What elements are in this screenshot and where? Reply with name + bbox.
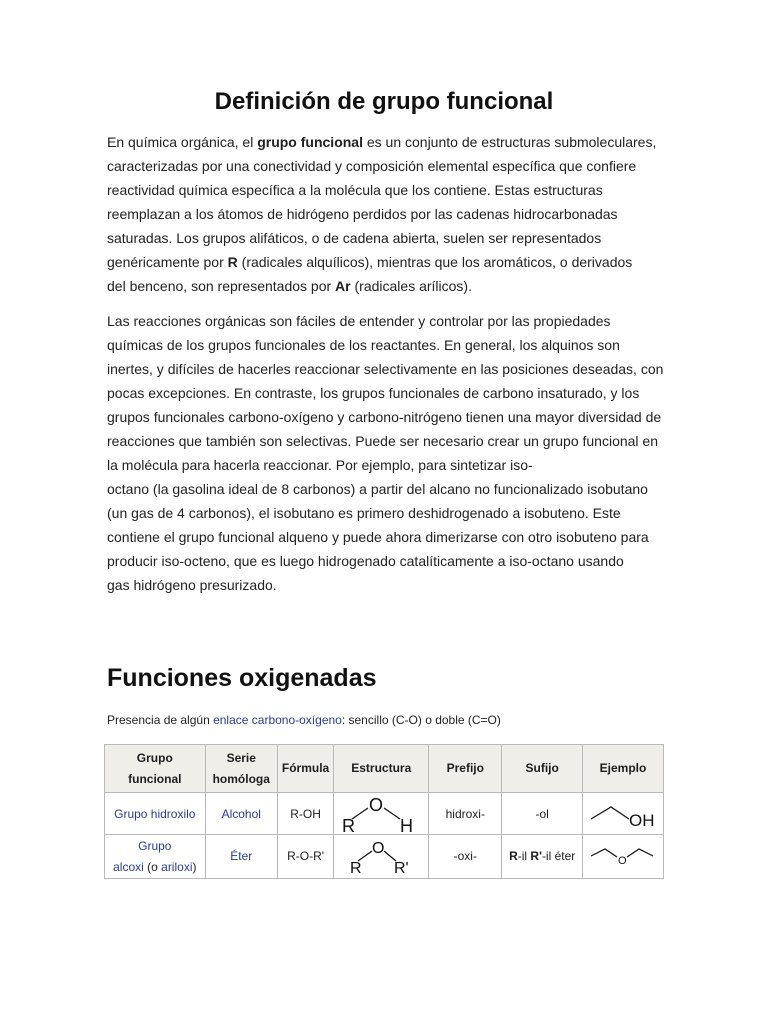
header-ejemplo: Ejemplo bbox=[582, 745, 663, 793]
paragraph-line: octano (la gasolina ideal de 8 carbonos) a partir del alcano no funcionalizado isobutano bbox=[107, 481, 648, 497]
text-span: (radicales arílicos). bbox=[350, 278, 472, 294]
struct-o-label: O bbox=[369, 794, 384, 815]
ethanol-skeletal-diagram bbox=[587, 797, 659, 831]
text-span: del benceno, son representados por bbox=[107, 278, 336, 294]
text-span: Presencia de algún bbox=[107, 713, 214, 727]
bold-term: R' bbox=[530, 849, 542, 863]
paragraph-line: pocas excepciones. En contraste, los grupos funcionales de carbono insaturado, y los bbox=[107, 385, 640, 401]
paragraph-line: inertes, y difíciles de hacerles reaccionar selectivamente en las posiciones deseadas, con bbox=[107, 361, 664, 377]
paragraph-line: grupos funcionales carbono-oxígeno y carbono-nitrógeno tienen una mayor diversidad de bbox=[107, 409, 662, 425]
paragraph-line: químicas de los grupos funcionales de los reactantes. En general, los alquinos son bbox=[107, 337, 620, 353]
page-title: Definición de grupo funcional bbox=[214, 88, 554, 115]
example-oh-label: OH bbox=[628, 810, 655, 830]
cell-estructura bbox=[334, 793, 429, 835]
link-grupo-hidroxilo[interactable]: Grupo hidroxilo bbox=[114, 806, 196, 821]
link-eter[interactable]: Éter bbox=[230, 849, 253, 863]
cell-ejemplo bbox=[582, 835, 663, 879]
link-alcoxi[interactable]: alcoxi bbox=[113, 859, 144, 874]
bold-term: R bbox=[227, 254, 238, 270]
paragraph-line bbox=[107, 250, 667, 274]
cell-formula: R-O-R' bbox=[277, 835, 333, 879]
bold-term: Ar bbox=[335, 278, 351, 294]
cell-sufijo: -ol bbox=[502, 793, 583, 835]
paragraph-line: reactividad química específica a la molécula que los contiene. Estas estructuras bbox=[107, 182, 603, 198]
text-span: (radicales alquílicos), mientras que los aromáticos, o derivados bbox=[237, 254, 633, 270]
struct-r-label: R bbox=[342, 815, 356, 833]
header-text: homóloga bbox=[212, 771, 270, 786]
paragraph-line: reacciones que también son selectivas. Puede ser necesario crear un grupo funcional en bbox=[107, 433, 658, 449]
diethyl-ether-skeletal-diagram bbox=[587, 842, 659, 872]
header-estructura: Estructura bbox=[334, 745, 429, 793]
bold-term: grupo funcional bbox=[257, 134, 363, 150]
struct-r-prime-label: R' bbox=[394, 859, 409, 875]
header-prefijo: Prefijo bbox=[429, 745, 502, 793]
table-row bbox=[105, 793, 664, 835]
paragraph-line: producir iso-octeno, que es luego hidrogenado catalíticamente a iso-octano usando bbox=[107, 553, 624, 569]
text-span: (o bbox=[143, 859, 162, 874]
paragraph-line: (un gas de 4 carbonos), el isobutano es primero deshidrogenado a isobuteno. Este bbox=[107, 505, 621, 521]
header-text: Serie bbox=[226, 750, 256, 765]
paragraph-line: reemplazan a los átomos de hidrógeno perdidos por las cadenas hidrocarbonadas bbox=[107, 206, 618, 222]
text-span: ) bbox=[192, 859, 197, 874]
struct-h-label: H bbox=[400, 815, 414, 833]
header-grupo-funcional: Grupo funcional bbox=[105, 745, 206, 793]
text-span: -il bbox=[517, 849, 531, 863]
paragraph-line: contiene el grupo funcional alqueno y puede ahora dimerizarse con otro isobuteno para bbox=[107, 529, 649, 545]
header-formula: Fórmula bbox=[277, 745, 333, 793]
table-row bbox=[105, 835, 664, 879]
text-span: genéricamente por bbox=[107, 254, 228, 270]
cell-formula: R-OH bbox=[277, 793, 333, 835]
section-title: Funciones oxigenadas bbox=[107, 664, 377, 692]
paragraph-line: gas hidrógeno presurizado. bbox=[107, 577, 277, 593]
text-span: : sencillo (C-O) o doble (C=O) bbox=[341, 713, 501, 727]
cell-serie bbox=[205, 793, 277, 835]
header-serie-homologa bbox=[205, 745, 277, 793]
functional-groups-table bbox=[104, 744, 664, 879]
paragraph-definition bbox=[107, 130, 667, 298]
text-span: En química orgánica, el bbox=[107, 134, 258, 150]
example-o-label: O bbox=[617, 854, 627, 867]
section-intro bbox=[107, 713, 501, 727]
ether-structure-diagram bbox=[338, 839, 424, 875]
header-sufijo: Sufijo bbox=[502, 745, 583, 793]
cell-prefijo: hidroxi- bbox=[429, 793, 502, 835]
cell-grupo bbox=[105, 835, 206, 879]
link-grupo[interactable]: Grupo bbox=[138, 838, 172, 853]
paragraph-line: caracterizadas por una conectividad y composición elemental específica que confiere bbox=[107, 158, 637, 174]
struct-o-label: O bbox=[372, 839, 385, 857]
paragraph-line: Las reacciones orgánicas son fáciles de entender y controlar por las propiedades bbox=[107, 313, 611, 329]
alcohol-structure-diagram bbox=[338, 795, 424, 833]
cell-prefijo: -oxi- bbox=[429, 835, 502, 879]
paragraph-line: la molécula para hacerla reaccionar. Por ejemplo, para sintetizar iso- bbox=[107, 457, 533, 473]
cell-grupo bbox=[105, 793, 206, 835]
cell-ejemplo bbox=[582, 793, 663, 835]
link-enlace-carbono-oxigeno[interactable]: enlace carbono-oxígeno bbox=[213, 713, 342, 727]
paragraph-line bbox=[107, 130, 667, 154]
link-alcohol[interactable]: Alcohol bbox=[221, 806, 261, 821]
paragraph-line: saturadas. Los grupos alifáticos, o de cadena abierta, suelen ser representados bbox=[107, 230, 602, 246]
text-span: -il éter bbox=[541, 849, 576, 863]
cell-estructura bbox=[334, 835, 429, 879]
struct-r-label: R bbox=[350, 859, 362, 875]
paragraph-line bbox=[107, 274, 667, 298]
paragraph-reactions bbox=[107, 309, 667, 597]
bold-term: R bbox=[509, 849, 518, 863]
table-header-row bbox=[105, 745, 664, 793]
cell-sufijo bbox=[502, 835, 583, 879]
cell-serie bbox=[205, 835, 277, 879]
text-span: es un conjunto de estructuras submoleculares, bbox=[362, 134, 657, 150]
link-ariloxi[interactable]: ariloxi bbox=[161, 859, 193, 874]
